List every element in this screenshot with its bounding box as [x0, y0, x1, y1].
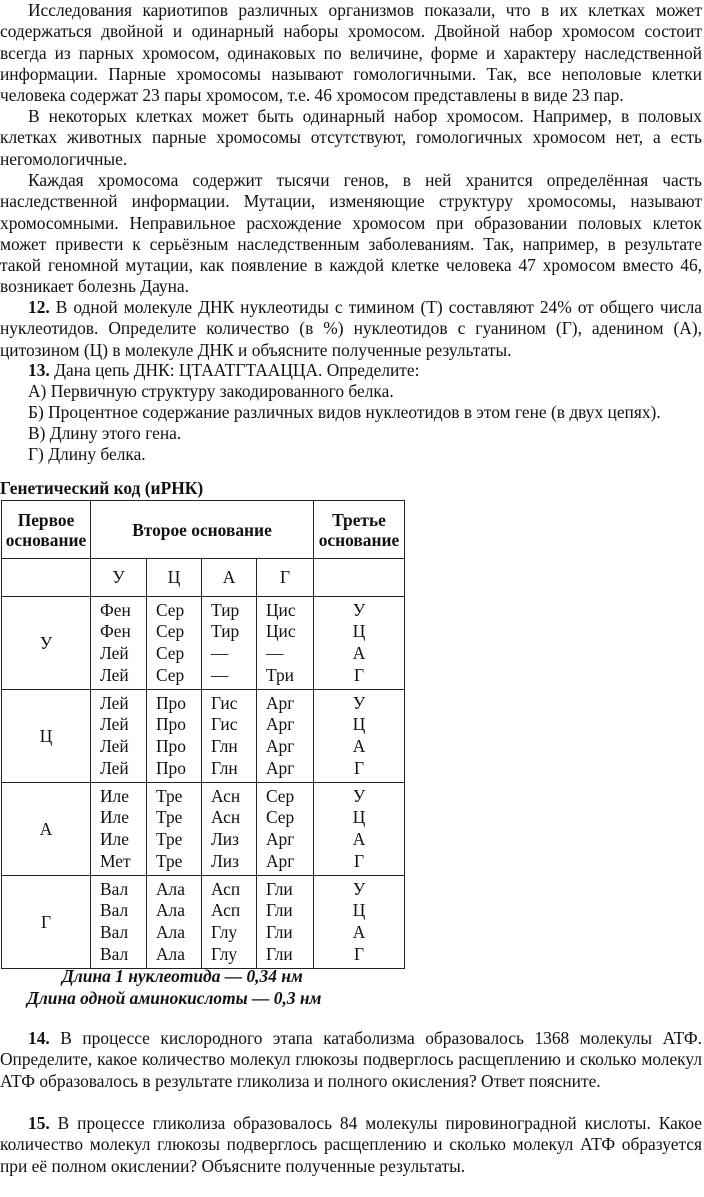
amino-acid: — — [266, 643, 284, 663]
amino-acid: Лей — [100, 664, 129, 685]
amino-acid: Асн — [211, 807, 241, 828]
amino-cell-u-a — [202, 597, 257, 690]
amino-cell-a-u — [91, 783, 147, 876]
amino-acid: Тре — [156, 785, 183, 806]
second-base-u: У — [91, 559, 147, 597]
amino-acid: Глн — [211, 757, 238, 778]
third-base: У — [352, 785, 366, 806]
first-base-a: А — [2, 783, 91, 876]
paragraph-karyotypes: Исследования кариотипов различных организмов показали, что в их клетках может содержаться двойной и одинарный наборы хромосом. Двойной набор хромосом состоит всегда из парных хромосом, одинаковых по величине, форме и характеру наследственной информации. Парные хромосомы называют гомологичными. Так, все неполовые клетки человека содержат 23 пары хромосом, т.е. 46 хромосом представлены в виде 23 пар. — [0, 0, 702, 106]
amino-acid: Вал — [100, 878, 129, 899]
first-base-u: У — [2, 597, 91, 690]
amino-acid: Ала — [156, 878, 185, 899]
header-third-base: Третье основание — [314, 501, 405, 559]
third-base: У — [352, 878, 366, 899]
amino-cell-g-g — [257, 876, 314, 969]
amino-acid: Арг — [266, 714, 295, 735]
amino-acid: Лей — [100, 736, 129, 756]
amino-acid: Лей — [100, 714, 129, 735]
task-13 — [28, 360, 419, 381]
amino-acid: Арг — [266, 757, 295, 778]
amino-acid: Гли — [266, 900, 293, 921]
codon-group-c — [2, 690, 405, 783]
amino-acid: Про — [156, 757, 186, 778]
third-base: Г — [353, 757, 365, 778]
amino-acid: Арг — [266, 850, 295, 871]
amino-acid: Тир — [211, 621, 240, 642]
third-base-cell-c — [314, 690, 405, 783]
amino-acid: Цис — [266, 599, 296, 620]
paragraph-single-set: В некоторых клетках может быть одинарный набор хромосом. Например, в половых клетках животных парные хромосомы отсутствуют, гомологичных хромосом нет, а есть негомологичные. — [0, 106, 702, 169]
amino-cell-c-u — [91, 690, 147, 783]
amino-cell-u-c — [147, 597, 202, 690]
second-base-c: Ц — [147, 559, 202, 597]
amino-cell-g-u — [91, 876, 147, 969]
amino-acid: Ала — [156, 943, 185, 964]
amino-acid: Арг — [266, 736, 295, 756]
amino-acid: Асн — [211, 785, 241, 806]
task-15 — [0, 1113, 702, 1177]
task-12 — [0, 297, 702, 361]
amino-cell-a-g — [257, 783, 314, 876]
amino-acid: Про — [156, 736, 186, 756]
third-base: У — [352, 692, 366, 713]
task-13-item-b: Б) Процентное содержание различных видов нуклеотидов в этом гене (в двух цепях). — [28, 402, 661, 422]
table-header-row — [2, 501, 405, 559]
amino-acid: Сер — [266, 785, 295, 806]
third-base-cell-a — [314, 783, 405, 876]
amino-acid: Гис — [211, 692, 238, 713]
amino-acid: Тре — [156, 850, 183, 871]
amino-acid: — — [211, 643, 229, 663]
note-amino-acid-length: Длина одной аминокислоты — 0,3 нм — [27, 988, 322, 1008]
third-base: Ц — [352, 807, 366, 828]
amino-acid: Сер — [156, 599, 185, 620]
task-14-number: 14. — [28, 1028, 50, 1048]
amino-cell-a-a — [202, 783, 257, 876]
task-13-item-g: Г) Длину белка. — [28, 444, 146, 464]
amino-acid: Фен — [100, 599, 131, 620]
empty-cell — [314, 559, 405, 597]
amino-acid: Про — [156, 714, 186, 735]
amino-cell-c-c — [147, 690, 202, 783]
third-base: Г — [353, 664, 365, 685]
amino-acid: Гли — [266, 943, 293, 964]
amino-acid: Фен — [100, 621, 131, 642]
codon-group-a — [2, 783, 405, 876]
amino-acid: Ала — [156, 922, 185, 942]
amino-acid: Сер — [266, 807, 295, 828]
task-13-item-a: А) Первичную структуру закодированного белка. — [28, 381, 394, 401]
third-base-cell-g — [314, 876, 405, 969]
amino-acid: Ала — [156, 900, 185, 921]
header-second-base: Второе основание — [91, 501, 314, 559]
amino-acid: Асп — [211, 900, 241, 921]
header-first-base: Первое основание — [2, 501, 91, 559]
empty-cell — [2, 559, 91, 597]
amino-acid: Цис — [266, 621, 296, 642]
task-14-text: В процессе кислородного этапа катаболизма образовалось 1368 молекулы АТФ. Определите, какое количество молекул глюкозы подверглось расщеплению и сколько молекул АТФ образовалось в результате гликолиза и полного окисления? Ответ поясните. — [0, 1028, 702, 1091]
amino-acid: Сер — [156, 664, 185, 685]
amino-acid: Сер — [156, 621, 185, 642]
amino-cell-u-g — [257, 597, 314, 690]
first-base-c: Ц — [2, 690, 91, 783]
amino-acid: Лиз — [211, 850, 239, 871]
third-base: Ц — [352, 900, 366, 921]
codon-group-u — [2, 597, 405, 690]
paragraph-chromosome-mutations: Каждая хромосома содержит тысячи генов, в ней хранится определённая часть наследственной информации. Мутации, изменяющие структуру хромосомы, называют хромосомными. Неправильное расхождение хромосом при образовании половых клеток может привести к серьёзным наследственным заболеваниям. Так, например, в результате такой геномной мутации, как появление в каждой клетке человека 47 хромосом вместо 46, возникает болезнь Дауна. — [0, 170, 702, 297]
third-base: Г — [353, 943, 365, 964]
third-base-cell-u — [314, 597, 405, 690]
amino-acid: Асп — [211, 878, 241, 899]
third-base: Г — [353, 850, 365, 871]
amino-acid: — — [211, 664, 229, 685]
task-15-number: 15. — [28, 1113, 50, 1133]
second-base-g: Г — [257, 559, 314, 597]
task-12-text: В одной молекуле ДНК нуклеотиды с тимином (Т) составляют 24% от общего числа нуклеотидов. Определите количество (в %) нуклеотидов с гуанином (Г), аденином (А), цитозином (Ц) в молекуле ДНК и объясните полученные результаты. — [0, 297, 702, 360]
third-base: А — [352, 643, 366, 663]
task-13-number: 13. — [28, 360, 50, 380]
amino-cell-g-c — [147, 876, 202, 969]
task-13-item-v: В) Длину этого гена. — [28, 423, 182, 443]
amino-acid: Глу — [211, 943, 238, 964]
amino-acid: Лей — [100, 643, 129, 663]
amino-acid: Гис — [211, 714, 238, 735]
genetic-code-table — [1, 500, 405, 969]
task-13-text: Дана цепь ДНК: ЦТААТГТААЦЦА. Определите: — [54, 360, 420, 380]
note-nucleotide-length: Длина 1 нуклеотида — 0,34 нм — [62, 966, 303, 986]
amino-acid: Три — [266, 664, 294, 685]
amino-cell-u-u — [91, 597, 147, 690]
amino-acid: Арг — [266, 829, 295, 849]
amino-acid: Гли — [266, 878, 293, 899]
amino-acid: Тре — [156, 807, 183, 828]
amino-acid: Вал — [100, 900, 129, 921]
third-base: Ц — [352, 714, 366, 735]
third-base: Ц — [352, 621, 366, 642]
third-base: А — [352, 922, 366, 942]
amino-cell-g-a — [202, 876, 257, 969]
amino-acid: Гли — [266, 922, 293, 942]
amino-cell-c-a — [202, 690, 257, 783]
amino-acid: Тре — [156, 829, 183, 849]
third-base: А — [352, 736, 366, 756]
amino-acid: Лей — [100, 692, 129, 713]
amino-acid: Лей — [100, 757, 129, 778]
amino-acid: Глу — [211, 922, 238, 942]
codon-group-g — [2, 876, 405, 969]
third-base: А — [352, 829, 366, 849]
amino-acid: Арг — [266, 692, 295, 713]
codon-groups — [2, 597, 405, 969]
task-14 — [0, 1028, 702, 1092]
amino-acid: Тир — [211, 599, 240, 620]
amino-acid: Вал — [100, 922, 129, 942]
amino-acid: Мет — [100, 850, 131, 871]
amino-acid: Иле — [100, 807, 129, 828]
task-12-number: 12. — [28, 297, 50, 317]
second-base-a: А — [202, 559, 257, 597]
amino-acid: Иле — [100, 785, 129, 806]
amino-cell-c-g — [257, 690, 314, 783]
genetic-code-title: Генетический код (иРНК) — [0, 478, 204, 498]
amino-acid: Вал — [100, 943, 129, 964]
second-base-row — [2, 559, 405, 597]
amino-cell-a-c — [147, 783, 202, 876]
amino-acid: Сер — [156, 643, 185, 663]
amino-acid: Глн — [211, 736, 238, 756]
task-15-text: В процессе гликолиза образовалось 84 молекулы пировиноградной кислоты. Какое количество молекул глюкозы подверглось расщеплению и сколько молекул АТФ образуется при её полном окислении? Объясните полученные результаты. — [0, 1113, 702, 1176]
first-base-g: Г — [2, 876, 91, 969]
amino-acid: Лиз — [211, 829, 239, 849]
amino-acid: Иле — [100, 829, 129, 849]
amino-acid: Про — [156, 692, 186, 713]
third-base: У — [352, 599, 366, 620]
